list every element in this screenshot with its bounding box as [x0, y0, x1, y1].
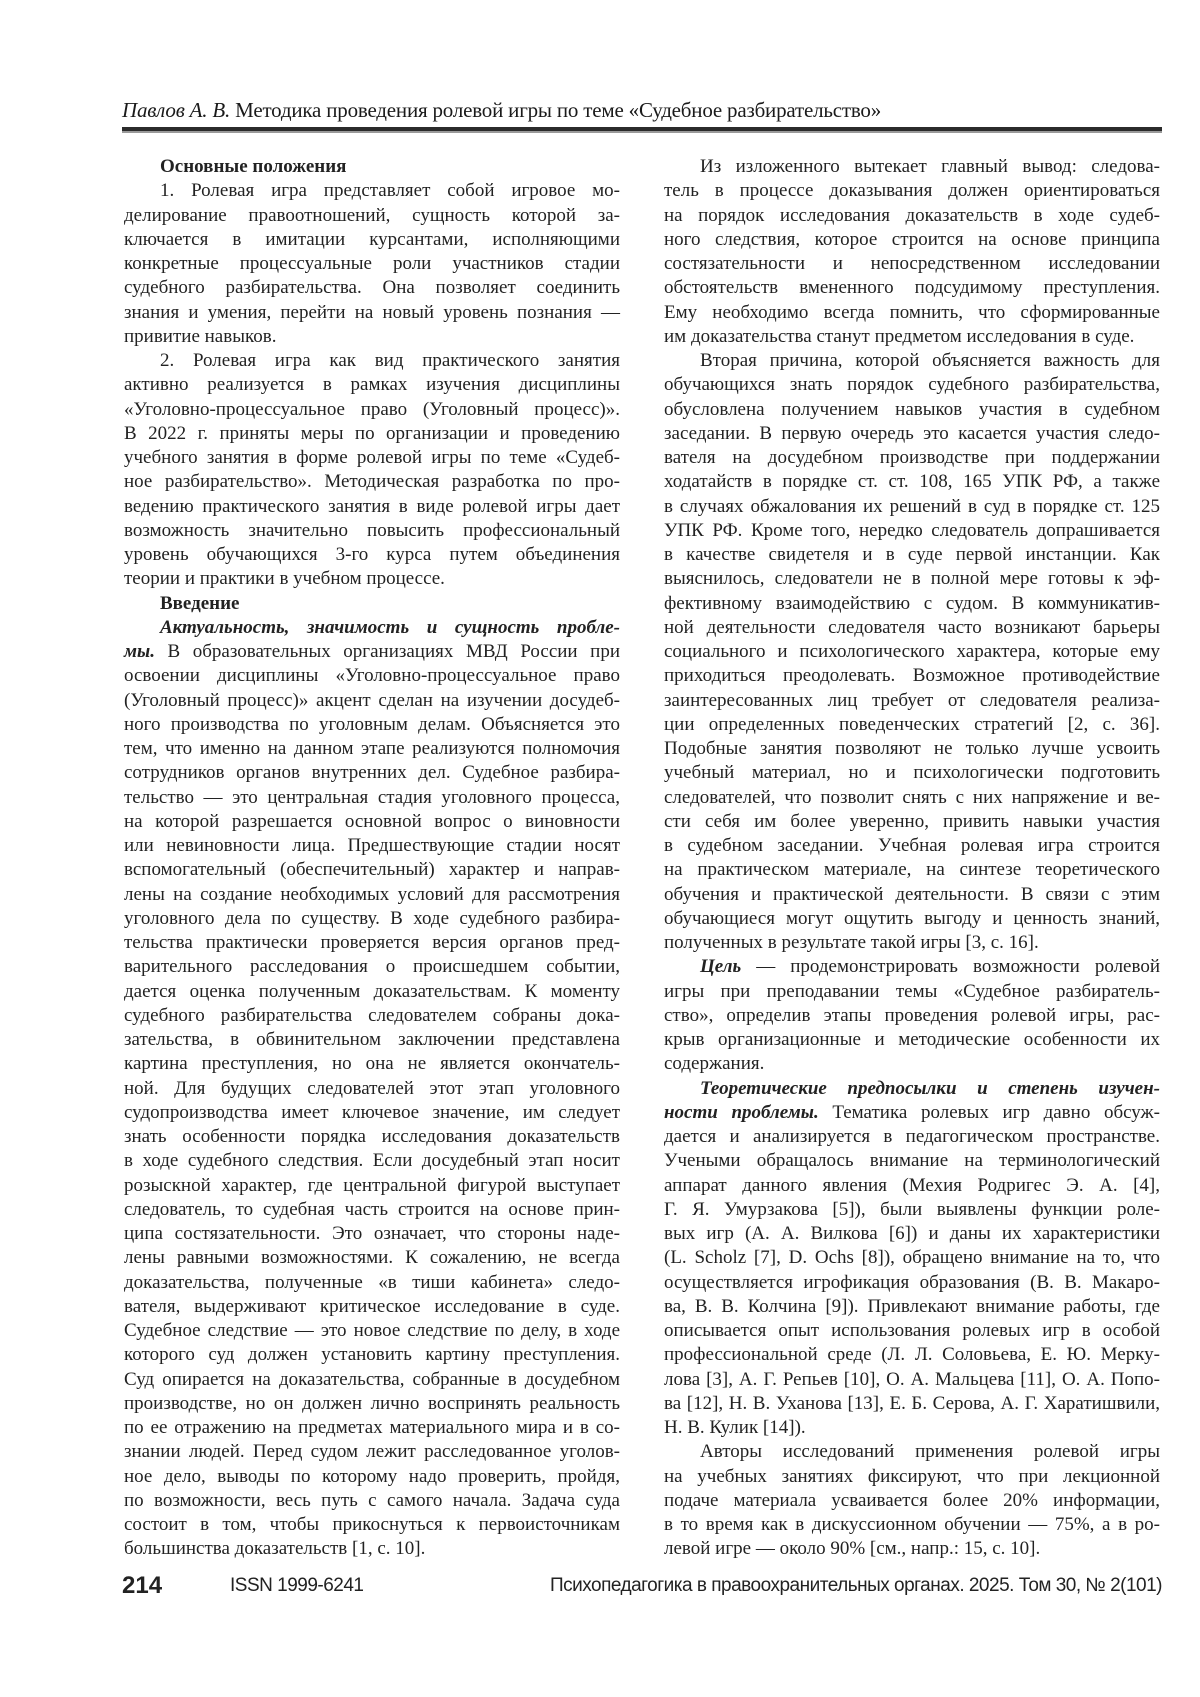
- text-line: ходатайств в порядке ст. ст. 108, 165 УПК РФ, а также: [664, 470, 1160, 494]
- header-title: Методика проведения ролевой игры по теме «Судебное разбирательство»: [235, 98, 881, 122]
- text-line: выяснилось, следователи не в полной мере готовы к эф-: [664, 567, 1160, 591]
- text-line: Из изложенного вытекает главный вывод: следова-: [664, 155, 1160, 179]
- text-line: Основные положения: [124, 155, 620, 179]
- text-line: по ее отражению на предметах материального мира и в со-: [124, 1416, 620, 1440]
- text-line: приходиться преодолевать. Возможное противодействие: [664, 664, 1160, 688]
- text-line: крыв организационные и методические особенности их: [664, 1028, 1160, 1052]
- text-line: конкретные процессуальные роли участников стадии: [124, 252, 620, 276]
- text-line: вых игр (А. А. Вилкова [6]) и даны их характеристики: [664, 1222, 1160, 1246]
- text-line: Судебное следствие — это новое следствие по делу, в ходе: [124, 1319, 620, 1343]
- text-line: Н. В. Кулик [14]).: [664, 1416, 1160, 1440]
- text-line: в судебном заседании. Учебная ролевая игра строится: [664, 834, 1160, 858]
- text-line: зательства, в обвинительном заключении представлена: [124, 1028, 620, 1052]
- text-line: следователей, что позволит снять с них напряжение и ве-: [664, 786, 1160, 810]
- text-line: на учебных занятиях фиксируют, что при лекционной: [664, 1465, 1160, 1489]
- text-line: тем, что именно на данном этапе реализуются полномочия: [124, 737, 620, 761]
- text-line: Вторая причина, которой объясняется важность для: [664, 349, 1160, 373]
- text-line: тель в процессе доказывания должен ориентироваться: [664, 179, 1160, 203]
- text-line: описывается опыт использования ролевых игр в особой: [664, 1319, 1160, 1343]
- text-line: ва [12], Н. В. Уханова [13], Е. Б. Серова, А. Г. Харатишвили,: [664, 1392, 1160, 1416]
- text-line: профессиональной среде (Л. Л. Соловьева, Е. Ю. Мерку-: [664, 1343, 1160, 1367]
- text-line: подаче материала усваивается более 20% информации,: [664, 1489, 1160, 1513]
- text-line: тельство — это центральная стадия уголовного процесса,: [124, 786, 620, 810]
- text-line: заседании. В первую очередь это касается участия следо-: [664, 422, 1160, 446]
- text-line: левой игре — около 90% [см., напр.: 15, с. 10].: [664, 1537, 1160, 1561]
- text-line: производстве, но он должен лично воспринять реальность: [124, 1392, 620, 1416]
- text-line: 1. Ролевая игра представляет собой игровое мо-: [124, 179, 620, 203]
- text-line: ное разбирательство». Методическая разработка по про-: [124, 470, 620, 494]
- text-line: [124, 640, 620, 664]
- text-line: ное дело, выводы по которому надо проверить, пройдя,: [124, 1465, 620, 1489]
- text-line: социального и психологического характера, которые ему: [664, 640, 1160, 664]
- inline-heading: Цель: [700, 956, 741, 977]
- text-line: дается и анализируется в педагогическом пространстве.: [664, 1125, 1160, 1149]
- text-line: Авторы исследований применения ролевой игры: [664, 1440, 1160, 1464]
- text-line: ство», определив этапы проведения ролевой игры, рас-: [664, 1004, 1160, 1028]
- text-line: Подобные занятия позволяют не только лучше усвоить: [664, 737, 1160, 761]
- text-line: (Уголовный процесс)» акцент сделан на изучении досудеб-: [124, 689, 620, 713]
- text-line: В 2022 г. приняты меры по организации и проведению: [124, 422, 620, 446]
- text-line: игры при преподавании темы «Судебное разбиратель-: [664, 980, 1160, 1004]
- page-footer: [122, 1572, 1162, 1602]
- text-line: 2. Ролевая игра как вид практического занятия: [124, 349, 620, 373]
- text-line: следователь, то судебная часть строится на основе прин-: [124, 1198, 620, 1222]
- text-line: теории и практики в учебном процессе.: [124, 567, 620, 591]
- text-line: состоит в том, чтобы прикоснуться к первоисточникам: [124, 1513, 620, 1537]
- text-line: обучающиеся могут ощутить выгоду и ценность знаний,: [664, 907, 1160, 931]
- text-line: в случаях обжалования их решений в суд в порядке ст. 125: [664, 495, 1160, 519]
- inline-heading: мы.: [124, 641, 155, 662]
- text-line: варительного расследования о происшедшем событии,: [124, 955, 620, 979]
- right-column: [664, 155, 1160, 1562]
- inline-heading: ности проблемы.: [664, 1102, 819, 1123]
- text-line: аппарат данного явления (Мехия Родригес Э. А. [4],: [664, 1174, 1160, 1198]
- text-line: учебный материал, но и психологически подготовить: [664, 761, 1160, 785]
- journal-title: Психопедагогика в правоохранительных органах. 2025. Том 30, № 2(101): [550, 1575, 1162, 1597]
- text-line: обусловлена получением навыков участия в судебном: [664, 398, 1160, 422]
- text-line: ного следствия, которое строится на основе принципа: [664, 228, 1160, 252]
- text-line: им доказательства станут предметом исследования в суде.: [664, 325, 1160, 349]
- line-text: Тематика ролевых игр давно обсуж-: [819, 1102, 1160, 1123]
- text-line: обстоятельств вмененного подсудимому преступления.: [664, 276, 1160, 300]
- text-line: фективному взаимодействию с судом. В коммуникатив-: [664, 592, 1160, 616]
- text-line: Учеными обращалось внимание на терминологический: [664, 1149, 1160, 1173]
- text-line: делирование правоотношений, сущность которой за-: [124, 204, 620, 228]
- text-line: дается оценка полученным доказательствам. К моменту: [124, 980, 620, 1004]
- issn: ISSN 1999-6241: [230, 1575, 364, 1597]
- text-line: знания и умения, перейти на новый уровень познания —: [124, 301, 620, 325]
- text-line: или невиновности лица. Предшествующие стадии носят: [124, 834, 620, 858]
- text-line: вателя, выдерживают критическое исследование в суде.: [124, 1295, 620, 1319]
- text-line: которого суд должен установить картину преступления.: [124, 1343, 620, 1367]
- text-line: ципа состязательности. Это означает, что стороны наде-: [124, 1222, 620, 1246]
- text-line: учебного занятия в форме ролевой игры по теме «Судеб-: [124, 446, 620, 470]
- text-line: уголовного дела по существу. В ходе судебного разбира-: [124, 907, 620, 931]
- text-line: содержания.: [664, 1052, 1160, 1076]
- text-line: полученных в результате такой игры [3, с. 16].: [664, 931, 1160, 955]
- text-line: вспомогательный (обеспечительный) характер и направ-: [124, 858, 620, 882]
- text-line: по возможности, весь путь с самого начала. Задача суда: [124, 1489, 620, 1513]
- text-line: доказательства, полученные «в тиши кабинета» следо-: [124, 1271, 620, 1295]
- text-line: ной деятельности следователя часто возникают барьеры: [664, 616, 1160, 640]
- header-author: Павлов А. В.: [122, 98, 230, 122]
- text-line: вателя на досудебном производстве при поддержании: [664, 446, 1160, 470]
- text-line: УПК РФ. Кроме того, нередко следователь допрашивается: [664, 519, 1160, 543]
- text-line: ведению практического занятия в виде ролевой игры дает: [124, 495, 620, 519]
- text-line: судебного разбирательства. Она позволяет соединить: [124, 276, 620, 300]
- text-line: розыскной характер, где центральной фигурой выступает: [124, 1174, 620, 1198]
- text-line: ва, В. В. Колчина [9]). Привлекают внимание работы, где: [664, 1295, 1160, 1319]
- text-line: в качестве свидетеля и в суде первой инстанции. Как: [664, 543, 1160, 567]
- text-line: Г. Я. Умурзакова [5]), были выявлены функции роле-: [664, 1198, 1160, 1222]
- text-line: судопроизводства имеет ключевое значение, им следует: [124, 1101, 620, 1125]
- text-line: «Уголовно-процессуальное право (Уголовный процесс)».: [124, 398, 620, 422]
- line-text: — продемонстрировать возможности ролевой: [741, 956, 1160, 977]
- text-line: ной. Для будущих следователей этот этап уголовного: [124, 1077, 620, 1101]
- text-line: привитие навыков.: [124, 325, 620, 349]
- text-line: тельства практически проверяется версия органов пред-: [124, 931, 620, 955]
- text-line: обучающихся знать порядок судебного разбирательства,: [664, 373, 1160, 397]
- text-line: Ему необходимо всегда помнить, что сформированные: [664, 301, 1160, 325]
- text-line: возможность значительно повысить профессиональный: [124, 519, 620, 543]
- text-line: в ходе судебного следствия. Если досудебный этап носит: [124, 1149, 620, 1173]
- text-line: лены на создание необходимых условий для рассмотрения: [124, 883, 620, 907]
- text-line: ции определенных поведенческих стратегий [2, с. 36].: [664, 713, 1160, 737]
- text-line: (L. Scholz [7], D. Ochs [8]), обращено внимание на то, что: [664, 1246, 1160, 1270]
- line-text: В образовательных организациях МВД России при: [155, 641, 620, 662]
- running-header: [122, 98, 1162, 123]
- text-line: Теоретические предпосылки и степень изучен-: [664, 1077, 1160, 1101]
- text-line: на практическом материале, на синтезе теоретического: [664, 858, 1160, 882]
- text-line: заинтересованных лиц требует от следователя реализа-: [664, 689, 1160, 713]
- text-line: сотрудников органов внутренних дел. Судебное разбира-: [124, 761, 620, 785]
- text-line: на порядок исследования доказательств в ходе судеб-: [664, 204, 1160, 228]
- text-line: судебного разбирательства следователем собраны дока-: [124, 1004, 620, 1028]
- page-number: 214: [122, 1572, 162, 1600]
- text-line: картина преступления, но она не является окончатель-: [124, 1052, 620, 1076]
- text-line: Суд опирается на доказательства, собранные в досудебном: [124, 1368, 620, 1392]
- text-line: освоении дисциплины «Уголовно-процессуальное право: [124, 664, 620, 688]
- text-line: осуществляется игрофикация образования (В. В. Макаро-: [664, 1271, 1160, 1295]
- text-line: активно реализуется в рамках изучения дисциплины: [124, 373, 620, 397]
- text-line: уровень обучающихся 3-го курса путем объединения: [124, 543, 620, 567]
- left-column: [124, 155, 620, 1562]
- text-line: ключается в имитации курсантами, исполняющими: [124, 228, 620, 252]
- header-rule-thin: [122, 131, 1162, 133]
- text-line: состязательности и непосредственном исследовании: [664, 252, 1160, 276]
- text-line: лова [3], А. Г. Репьев [10], О. А. Мальцева [11], О. А. Попо-: [664, 1368, 1160, 1392]
- text-line: обучения и практической деятельности. В связи с этим: [664, 883, 1160, 907]
- text-line: [664, 955, 1160, 979]
- text-line: ного производства по уголовным делам. Объясняется это: [124, 713, 620, 737]
- text-line: Актуальность, значимость и сущность пробле-: [124, 616, 620, 640]
- text-line: в то время как в дискуссионном обучении — 75%, а в ро-: [664, 1513, 1160, 1537]
- text-line: сти себя им более уверенно, привить навыки участия: [664, 810, 1160, 834]
- text-line: на которой разрешается основной вопрос о виновности: [124, 810, 620, 834]
- text-line: [664, 1101, 1160, 1125]
- text-line: знать особенности порядка исследования доказательств: [124, 1125, 620, 1149]
- text-line: лены равными возможностями. К сожалению, не всегда: [124, 1246, 620, 1270]
- text-line: знании людей. Перед судом лежит расследованное уголов-: [124, 1440, 620, 1464]
- text-line: большинства доказательств [1, с. 10].: [124, 1537, 620, 1561]
- text-line: Введение: [124, 592, 620, 616]
